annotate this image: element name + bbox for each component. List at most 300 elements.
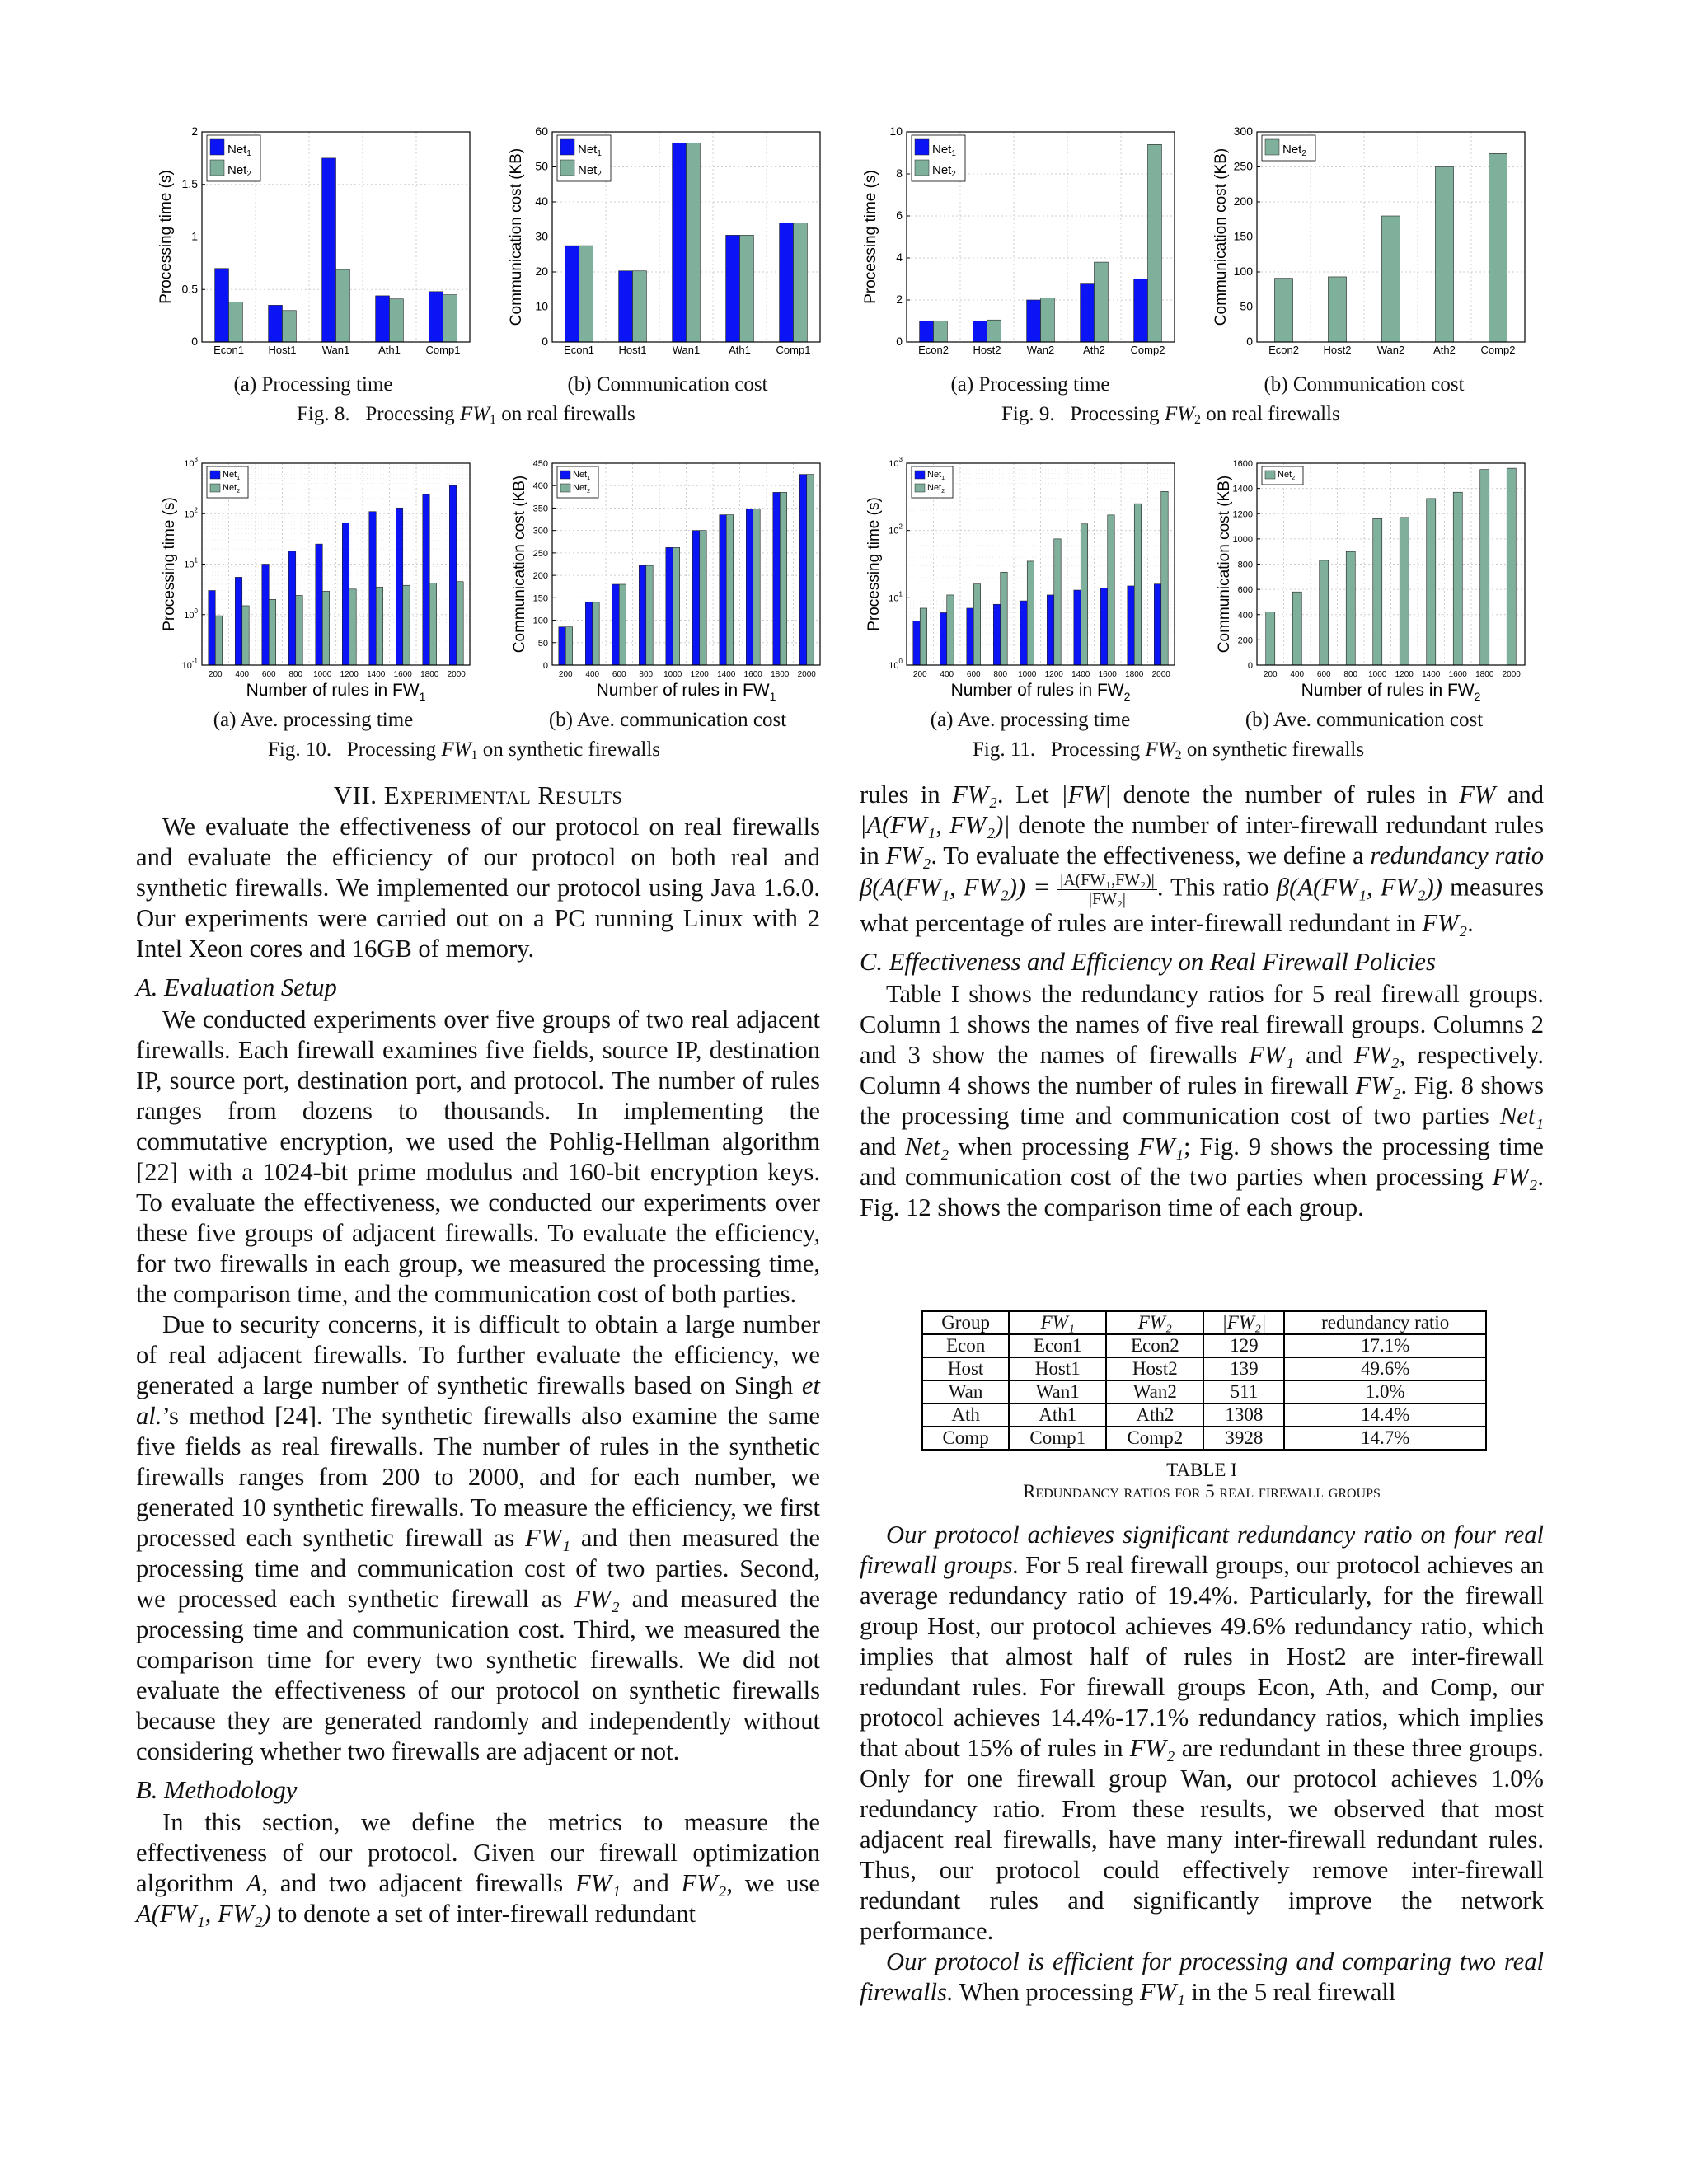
table-cell: 129 [1203,1334,1284,1357]
bar-net2 [1346,551,1355,665]
y-tick-exponent: 2 [898,523,903,531]
y-axis-label: Communication cost (KB) [508,148,525,326]
bar-net1 [288,551,295,665]
x-tick-label: Host1 [618,344,647,356]
y-tick-label: 60 [535,124,548,138]
subsection-c-heading: C. Effectiveness and Efficiency on Real Firewall Policies [860,948,1436,976]
paragraph-efficiency: Our protocol is efficient for processing and comparing two real firewalls. When processing FW₁ in the 5 real firewall [860,1947,1544,2006]
x-tick-label: 800 [639,670,654,679]
table-header: FW₁ [1009,1311,1106,1334]
table-redundancy [921,1310,1487,1451]
y-tick-label: 450 [532,459,548,469]
y-tick-exponent: 0 [898,658,903,665]
y-tick-label: 150 [1233,229,1253,243]
legend-label-sub: 2 [237,488,241,494]
bar-net1 [1027,300,1041,342]
bar-net2 [1134,504,1141,665]
y-tick-label: 1 [191,229,198,243]
y-tick-label: 800 [1237,560,1253,570]
x-tick-label: Wan1 [672,344,701,356]
legend-label-sub: 2 [1292,475,1296,481]
fig9-caption: Fig. 9. Processing $FW_2$ on real firewalls [1001,403,1340,427]
x-tick-label: 1000 [663,670,682,679]
x-tick-label: 1200 [1395,670,1414,679]
y-tick-exponent: 1 [898,590,903,598]
fig9a-chart [853,124,1183,371]
x-tick-label: Comp1 [425,344,461,356]
bar-net2 [646,565,653,665]
bar-net1 [316,544,322,665]
table-header-row [922,1311,1486,1334]
table-cell: 139 [1203,1357,1284,1380]
x-tick-label: Econ2 [918,344,949,356]
y-tick-label: $10^3$ [889,456,903,469]
bar-net2 [934,321,948,343]
x-axis-label-sub: 2 [1474,690,1481,703]
x-tick-label: 1600 [1448,670,1467,679]
x-tick-label: Ath2 [1083,344,1105,356]
table-cell: Econ [922,1334,1009,1357]
table-label: TABLE I [1166,1460,1237,1480]
table-cell: Comp [922,1427,1009,1450]
legend-label-sub: 2 [597,170,602,179]
y-tick-label: 200 [1233,194,1253,208]
fig8b-subcaption: (b) Communication cost [567,373,768,396]
bar-net1 [376,296,390,342]
table-cell: 14.7% [1284,1427,1486,1450]
fig9b-subcaption: (b) Communication cost [1264,373,1465,396]
x-tick-label: 800 [288,670,303,679]
y-tick-label: 6 [896,209,903,222]
x-axis-label-sub: 2 [1123,690,1131,703]
fig11-caption: Fig. 11. Processing $FW_2$ on synthetic firewalls [973,738,1365,762]
table-row [922,1427,1486,1450]
table-cell: Host1 [1009,1357,1106,1380]
x-tick-label: 1800 [1125,670,1144,679]
bar-net2 [920,608,926,665]
bar-net2 [700,531,706,665]
x-tick-label: Comp2 [1130,344,1165,356]
legend-label-sub: 1 [587,475,591,481]
bar-net2 [429,583,436,665]
y-tick-label: $10^1$ [184,556,198,570]
x-tick-label: 1000 [1018,670,1037,679]
x-tick-label: 200 [912,670,927,679]
bar-net2 [673,547,679,665]
x-tick-label: 2000 [1151,670,1170,679]
x-tick-label: Wan1 [321,344,350,356]
y-tick-label: 0 [896,335,903,348]
bar-net2 [1435,167,1453,343]
section-heading: VII. Experimental Results [333,780,623,809]
bar-net2 [1320,560,1329,665]
y-tick-label: 40 [535,194,548,208]
legend-label: Net$_2$ [1278,470,1296,481]
legend-swatch [915,160,929,176]
y-tick-label: $10^3$ [184,456,198,469]
legend-swatch [210,139,224,155]
left-column [136,780,820,1929]
x-tick-label: Ath1 [378,344,401,356]
y-tick-exponent: 3 [194,456,198,463]
x-tick-label: Wan2 [1376,344,1405,356]
bar-net1 [940,612,946,665]
bar-net2 [1292,592,1301,665]
bar-net2 [1001,572,1007,665]
bar-net1 [262,565,269,666]
bar-net1 [799,475,806,665]
bar-net1 [726,235,740,342]
legend-label-sub: 2 [587,488,591,494]
bar-net1 [269,305,283,342]
bar-net2 [296,595,302,665]
x-tick-label: 1600 [1098,670,1117,679]
legend-label: Net$_2$ [927,483,945,494]
x-tick-label: 1200 [690,670,709,679]
legend-label: Net$_2$ [223,483,241,494]
table-cell: Ath2 [1106,1404,1203,1427]
bar-net1 [559,627,565,665]
table-cell: 14.4% [1284,1404,1486,1427]
legend-label: Net$_1$ [223,470,241,481]
y-tick-label: 0.5 [181,282,198,296]
x-tick-label: 1200 [340,670,359,679]
x-axis-label: Number of rules in $FW_2$ [1301,681,1481,703]
y-tick-label: 0 [191,335,198,348]
fig11a-chart [853,455,1183,702]
bar-net1 [322,158,336,342]
y-tick-exponent: 0 [194,607,198,615]
y-tick-label: 0 [1246,335,1253,348]
y-axis-label: Processing time (s) [862,170,879,304]
bar-net2 [687,143,701,342]
bar-net2 [229,302,243,342]
x-tick-label: Wan2 [1026,344,1055,356]
legend-label: Net$_2$ [573,483,591,494]
x-tick-label: Ath1 [729,344,751,356]
bar-net2 [1161,491,1168,665]
y-tick-label: $10^2$ [889,523,903,537]
legend-label: Net$_1$ [578,143,602,158]
y-tick-exponent: -1 [191,658,198,665]
y-tick-exponent: 1 [194,556,198,565]
x-tick-label: 400 [235,670,250,679]
legend-label: Net$_2$ [1282,143,1306,158]
bar-net2 [336,269,350,342]
bar-net2 [565,627,572,665]
table-cell: Econ2 [1106,1334,1203,1357]
fig8b-chart [499,124,828,371]
fig10b-subcaption: (b) Ave. communication cost [548,709,787,731]
bar-net2 [740,235,754,342]
table-cell: Econ1 [1009,1334,1106,1357]
legend-label: Net$_1$ [227,143,251,158]
bar-net2 [1381,216,1400,342]
legend-swatch [915,484,925,492]
table-cell: 3928 [1203,1427,1284,1450]
legend-label-sub: 2 [246,170,251,179]
y-tick-label: $10^0$ [889,658,903,671]
y-tick-label: 350 [532,504,548,514]
fig8-caption: Fig. 8. Processing $FW_1$ on real firewalls [297,403,635,427]
table-caption: Redundancy ratios for 5 real firewall groups [1023,1481,1381,1502]
bar-net2 [1027,561,1034,665]
legend-swatch [210,160,224,176]
y-tick-label: 0 [542,335,548,348]
fig10-caption: Fig. 10. Processing $FW_1$ on synthetic firewalls [268,738,661,762]
table-cell: 511 [1203,1380,1284,1404]
table-cell: Comp2 [1106,1427,1203,1450]
table-cell: Host [922,1357,1009,1380]
x-tick-label: 600 [261,670,276,679]
table-header: redundancy ratio [1284,1311,1486,1334]
bar-net1 [1074,590,1081,665]
legend-label-sub: 2 [1301,149,1306,158]
bar-net2 [633,271,647,342]
table-cell: Comp1 [1009,1427,1106,1450]
y-axis-label: Processing time (s) [865,497,883,631]
y-axis-label: Communication cost (KB) [511,475,528,654]
table-row [922,1404,1486,1427]
bar-net1 [639,565,645,665]
y-axis-label: Processing time (s) [157,170,175,304]
legend-swatch [915,471,925,479]
bar-net2 [1507,468,1516,665]
y-tick-exponent: 2 [194,506,198,514]
bar-net2 [579,246,593,342]
bar-net2 [1041,298,1055,342]
y-tick-label: 50 [537,638,548,649]
x-tick-label: 1000 [1368,670,1387,679]
table-header: Group [922,1311,1009,1334]
table-cell: 1308 [1203,1404,1284,1427]
bar-net2 [390,299,404,342]
y-tick-label: 4 [896,251,903,264]
fig10a-subcaption: (a) Ave. processing time [213,709,414,731]
legend-swatch [210,484,220,492]
x-tick-label: 400 [940,670,954,679]
legend-label-sub: 2 [951,170,956,179]
y-tick-label: 300 [532,526,548,537]
bar-net1 [565,246,579,342]
x-tick-label: 2000 [447,670,466,679]
y-tick-label: 2 [191,124,198,138]
x-tick-label: Host1 [268,344,297,356]
paragraph-setup: We conducted experiments over five groups of two real adjacent firewalls. Each firewall examines five fields, source IP, destination IP, source port, destination port, and protocol. The number of rules ranges from dozens to thousands. In implementing the commutative encryption, we used the Pohlig-Hellman algorithm [22] with a 1024-bit prime modulus and 160-bit encryption keys. To evaluate the effectiveness, we conducted our experiments over these five groups of adjacent firewalls. To evaluate the efficiency, for two firewalls in each group, we measured the processing time, the comparison time, and the communication cost of both parties. [136,1005,820,1308]
x-tick-label: 400 [1290,670,1305,679]
fig9a-subcaption: (a) Processing time [950,373,1110,396]
y-tick-label: 100 [1233,265,1253,278]
bar-net2 [1148,144,1162,342]
legend-label-sub: 2 [941,488,945,494]
y-tick-label: 1000 [1232,534,1253,545]
bar-net1 [920,321,934,343]
y-tick-label: 20 [535,265,548,278]
legend-label: Net$_1$ [573,470,591,481]
bar-net1 [612,584,619,665]
paragraph-redundancy: Our protocol achieves significant redundancy ratio on four real firewall groups. For 5 real firewall groups, our protocol achieves an average redundancy ratio of 19.4%. Particularly, for the firewall group Host, our protocol achieves 49.6% redundancy ratio, which implies that almost half of rules in Host2 are inter-firewall redundant rules. For firewall groups Econ, Ath, and Comp, our protocol achieves 14.4%-17.1% redundancy ratios, which implies that about 15% of rules in FW₂ are redundant in these three groups. Only for one firewall group Wan, our protocol achieves 1.0% redundancy ratio. From these results, we observed that most adjacent real firewalls, have many inter-firewall redundant rules. Thus, our protocol could effectively remove inter-firewall redundant rules and significantly improve the network performance. [860,1521,1545,1945]
table-cell: Wan [922,1380,1009,1404]
bar-net1 [773,492,780,665]
bar-net2 [1054,539,1061,665]
x-axis-label: Number of rules in $FW_1$ [596,681,776,703]
bar-net1 [215,269,229,342]
legend-label-sub: 1 [237,475,241,481]
x-tick-label: Ath2 [1433,344,1456,356]
bar-net1 [429,292,443,342]
table-cell: 49.6% [1284,1357,1486,1380]
paragraph-intro: We evaluate the effectiveness of our protocol on real firewalls and evaluate the efficiency of our protocol on both real and synthetic firewalls. We implemented our protocol using Java 1.6.0. Our experiments were carried out on a PC running Linux with 2 Intel Xeon cores and 16GB of memory. [136,813,820,963]
y-tick-label: 400 [1237,610,1253,621]
bar-net1 [692,531,699,665]
bar-net2 [283,311,297,342]
y-tick-label: 50 [535,159,548,173]
bar-net1 [1081,284,1095,342]
y-tick-label: 400 [532,481,548,492]
x-tick-label: 1400 [1071,670,1090,679]
bar-net1 [780,223,794,343]
x-tick-label: 400 [585,670,600,679]
y-tick-label: 1.5 [181,176,198,190]
legend-label-sub: 1 [246,149,251,158]
y-tick-label: 8 [896,166,903,180]
legend-label-sub: 1 [951,149,956,158]
paragraph-methodology-cont: rules in FW₂. Let |FW| denote the number of rules in FW and |A(FW₁, FW₂)| denote the number of inter-firewall redundant rules in FW₂. To evaluate the effectiveness, we define a redundancy ratio β(A(FW₁, FW₂)) = $\frac{\text{|A(FW₁,FW₂)|}}{\text{|FW₂|}}$ . This ratio β(A(FW₁, FW₂)) measures what percentage of rules are inter-firewall redundant in FW₂. [860,780,1544,937]
bar-net1 [1020,601,1027,665]
x-tick-label: Comp1 [776,344,811,356]
table-header: |FW₂| [1203,1311,1284,1334]
paragraph-methodology: In this section, we define the metrics to measure the effectiveness of our protocol. Given our firewall optimization algorithm A, and two adjacent firewalls FW₁ and FW₂, we use A(FW₁, FW₂) to denote a set of inter-firewall redundant [136,1808,821,1928]
bar-net1 [342,523,349,665]
bar-net1 [666,547,673,665]
legend-label: Net$_1$ [927,470,945,481]
legend-swatch [560,471,570,479]
table-row [922,1380,1486,1404]
x-tick-label: Econ2 [1268,344,1299,356]
table-row [922,1334,1486,1357]
bar-net2 [947,595,954,665]
legend-swatch [1265,139,1279,155]
fig11a-subcaption: (a) Ave. processing time [930,709,1131,731]
bar-net1 [1100,588,1107,665]
table-cell: Ath1 [1009,1404,1106,1427]
fig10b-chart [499,455,828,702]
bar-net1 [1047,595,1053,665]
x-tick-label: 2000 [1502,670,1521,679]
table-cell: 17.1% [1284,1334,1486,1357]
legend-label-sub: 1 [941,475,945,481]
bar-net2 [269,599,275,665]
bar-net1 [973,321,987,343]
y-tick-label: 300 [1233,124,1253,138]
x-tick-label: 1400 [1422,670,1441,679]
bar-net2 [1453,492,1462,665]
y-tick-label: 100 [532,616,548,626]
y-tick-label: 10 [535,299,548,313]
bar-net1 [720,515,726,665]
bar-net2 [1266,612,1275,665]
table-cell: Wan2 [1106,1380,1203,1404]
x-tick-label: 600 [1316,670,1331,679]
y-tick-label: 600 [1237,585,1253,596]
x-tick-label: 1000 [313,670,332,679]
y-tick-label: 0 [1247,661,1253,671]
legend-swatch [560,484,570,492]
table-row [922,1357,1486,1380]
bar-net2 [780,492,786,665]
x-tick-label: 200 [208,670,223,679]
bar-net2 [619,584,626,665]
fig11b-subcaption: (b) Ave. communication cost [1245,709,1484,731]
paragraph-synthetic: Due to security concerns, it is difficult to obtain a large number of real adjacent firewalls. To further evaluate the efficiency, we generated a large number of synthetic firewalls based on Singh et al.’s method [24]. The synthetic firewalls also examine the same five fields as real firewalls. The number of rules in the synthetic firewalls ranges from 200 to 2000, and for each number, we generated 10 synthetic firewalls. To measure the efficiency, we first processed each synthetic firewall as FW₁ and then measured the processing time and communication cost of two parties. Second, we processed each synthetic firewall as FW₂ and measured the processing time and communication cost. Third, we measured the comparison time for every two synthetic firewalls. We did not evaluate the effectiveness of our protocol on synthetic firewalls because they are generated randomly and independently without considering whether two firewalls are adjacent or not. [136,1310,821,1765]
bar-net2 [807,475,814,665]
y-tick-label: $10^{-1}$ [181,658,198,671]
bar-net2 [1328,277,1346,342]
bar-net1 [619,271,633,342]
y-tick-label: 250 [532,548,548,559]
bar-net1 [967,608,973,665]
bar-net1 [209,591,215,665]
x-tick-label: 1600 [743,670,762,679]
bar-net2 [753,509,760,665]
legend-swatch [210,471,220,479]
bar-net1 [746,509,753,665]
bar-net2 [1274,279,1292,342]
x-axis-label-sub: 1 [419,690,426,703]
table-cell: Host2 [1106,1357,1203,1380]
y-tick-label: 1200 [1232,509,1253,520]
bar-net1 [673,143,687,342]
legend-swatch [560,160,574,176]
y-axis-label: Processing time (s) [161,497,178,631]
fig9b-chart [1203,124,1533,371]
x-tick-label: 800 [1343,670,1358,679]
ratio-fraction: $\frac{\text{|A(FW₁,FW₂)|}}{\text{|FW₂|}}$ [1057,871,1157,908]
paragraph-table-desc: Table I shows the redundancy ratios for 5 real firewall groups. Column 1 shows the names of five real firewall groups. Columns 2 and 3 show the names of firewalls FW₁ and FW₂, respectively. Column 4 shows the number of rules in firewall FW₂. Fig. 8 shows the processing time and communication cost of two parties Net₁ and Net₂ when processing FW₁; Fig. 9 shows the processing time and communication cost of the two parties when processing FW₂. Fig. 12 shows the comparison time of each group. [860,980,1544,1221]
y-tick-label: 200 [1237,635,1253,646]
bar-net2 [1400,518,1409,665]
y-tick-label: 1400 [1232,484,1253,494]
bar-net2 [726,515,733,665]
x-tick-label: 600 [966,670,981,679]
bar-net1 [1154,584,1160,665]
table-cell: Wan1 [1009,1380,1106,1404]
bar-net2 [457,582,463,665]
y-tick-label: 30 [535,229,548,243]
y-tick-exponent: 3 [898,456,903,463]
y-axis-label: Communication cost (KB) [1216,475,1233,654]
fig10a-chart [148,455,478,702]
legend-label: Net$_1$ [932,143,956,158]
bar-net2 [322,591,329,665]
x-tick-label: Host2 [1323,344,1352,356]
x-tick-label: Econ1 [213,344,244,356]
bar-net1 [585,602,592,665]
bar-net2 [1373,518,1382,665]
x-tick-label: Host2 [973,344,1001,356]
bar-net2 [593,602,599,665]
bar-net2 [242,606,249,665]
x-tick-label: 2000 [797,670,816,679]
subsection-a-heading: A. Evaluation Setup [136,973,337,1001]
x-tick-label: 800 [993,670,1008,679]
bar-net2 [1081,524,1087,665]
x-tick-label: 1400 [367,670,386,679]
y-tick-label: $10^1$ [889,590,903,604]
table-header: FW₂ [1106,1311,1203,1334]
bar-net2 [1095,262,1109,342]
x-tick-label: Comp2 [1480,344,1516,356]
